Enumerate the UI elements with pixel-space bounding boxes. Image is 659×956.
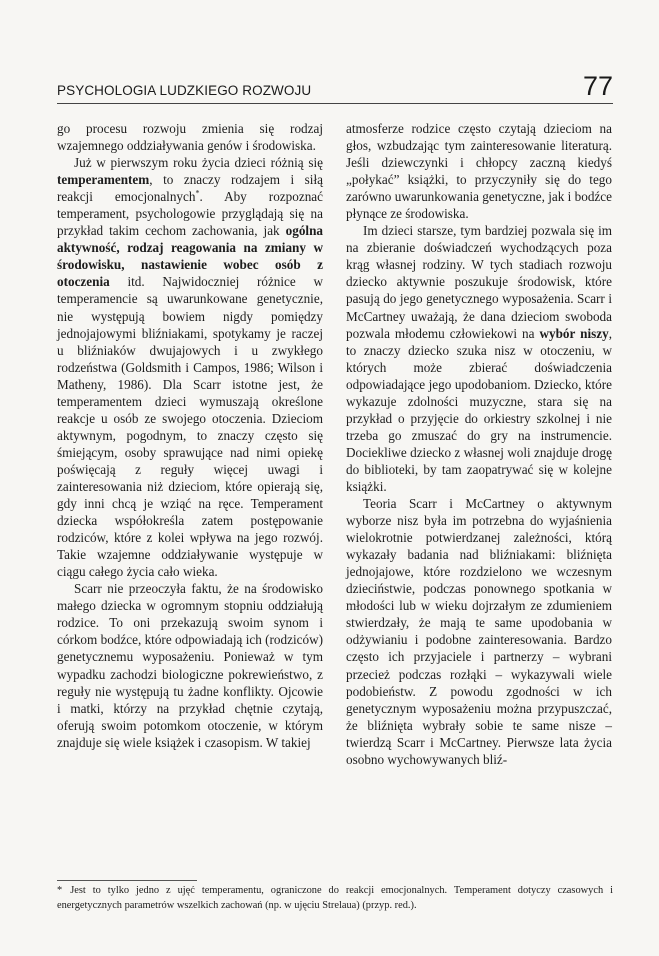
header-rule bbox=[57, 103, 613, 104]
footnote-reference: * bbox=[195, 188, 200, 198]
footnote bbox=[57, 884, 613, 913]
footnote-text: Jest to tylko jedno z ujęć temperamentu, ograniczone do reakcji emocjonalnych. Temperament dotyczy czasowych i energetycznych parametrów wszelkich zachowań (np. w ujęciu Strelaua) (przyp. red.). bbox=[57, 885, 613, 911]
text-run: itd. Najwidoczniej różnice w temperamencie są uwarunkowane genetycznie, nie występują bowiem nigdy pomiędzy jednojajowymi bliźniakami, spotykamy je raczej u bliźniaków dwujajowych i u zwykłego rodzeństwa (Goldsmith i Campos, 1986; Wilson i Matheny, 1986). Dla Scarr istotne jest, że temperamentem dzieci wymuszają określone reakcje u osób ze swojego otoczenia. Dzieciom aktywnym, pogodnym, to znaczy często się śmiejącym, osoby sprawujące nad nimi opiekę poświęcają z reguły więcej uwagi i zainteresowania niż dzieciom, które opierają się, gdy inni chcą je wziąć na ręce. Temperament dziecka współokreśla zatem postępowanie rodziców, które z kolei wpływa na jego rozwój. Takie wzajemne oddziaływanie występuje w ciągu całego życia cało wieka. bbox=[57, 274, 323, 580]
text-run: , to znaczy rodzajem i siłą reakcji emocjonalnych bbox=[57, 172, 323, 205]
right-column bbox=[346, 120, 612, 768]
right-paragraph-3: Teoria Scarr i McCartney o aktywnym wyborze nisz była im potrzebna do wyjaśnienia wielokrotnie potwierdzanej zależności, którą wykazały badania nad bliźniakami: bliźnięta jednojajowe, które rozdzielono we wczesnym dzieciństwie, podczas ponownego spotkania w młodości lub w wieku dojrzałym ze zdumieniem stwierdzały, że mają te same upodobania w odżywianiu i podobne zainteresowania. Bardzo często ich przyjaciele i partnerzy – wybrani przecież podczas rozłąki – wykazywali wiele podobieństw. Z powodu zgodności w ich genetycznym wyposażeniu można przypuszczać, że bliźnięta wybrały sobie te same nisze – twierdzą Scarr i McCartney. Pierwsze lata życia osobno wychowywanych bliź- bbox=[346, 496, 612, 767]
running-title: PSYCHOLOGIA LUDZKIEGO ROZWOJU bbox=[57, 83, 312, 98]
text-run: Im dzieci starsze, tym bardziej pozwala się im na zbieranie doświadczeń wychodzących poza krąg własnej rodziny. W tych stadiach rozwoju dziecko aktywnie poszukuje środowisk, które pasują do jego genetycznego wyposażenia. Scarr i McCartney uważają, że dana dzieciom swoboda pozwala młodemu człowiekowi na bbox=[346, 223, 612, 341]
right-paragraph-1: atmosferze rodzice często czytają dzieciom na głos, wzbudzając tym zainteresowanie literaturą. Jeśli dziewczynki i chłopcy zaczną kiedyś „połykać” książki, to przyczyniły się do tego zarówno uwarunkowania genetyczne, jak i bodźce płynące ze środowiska. bbox=[346, 121, 612, 222]
page-number: 77 bbox=[582, 71, 613, 101]
text-run: Już w pierwszym roku życia dzieci różnią się bbox=[74, 155, 323, 171]
bold-term-behaviour-traits: ogólna aktywność, rodzaj reagowania na zmiany w środowisku, nastawienie wobec osób z otoczenia bbox=[57, 223, 323, 290]
left-paragraph-3: Scarr nie przeoczyła faktu, że na środowisko małego dziecka w ogromnym stopniu oddziałują rodzice. To oni przekazują swoim synom i córkom bodźce, które odpowiadają ich (rodziców) genetycznemu wyposażeniu. Ponieważ w tym wypadku zachodzi biologiczne pokrewieństwo, z reguły nie występują tu żadne konflikty. Ojcowie i matki, którzy na przykład chętnie czytają, oferują swoim potomkom otoczenie, w którym znajduje się wiele książek i czasopism. W takiej bbox=[57, 581, 323, 750]
text-run: . Aby rozpoznać temperament, psychologowie przyglądają się na przykład takim cechom zachowania, jak bbox=[57, 189, 323, 239]
right-paragraph-2 bbox=[346, 222, 612, 495]
text-run: , to znaczy dziecko szuka nisz w otoczeniu, w których może zbierać doświadczenia odpowiadające jego upodobaniom. Dziecko, które wykazuje zdolności muzyczne, stara się na przykład o przyjęcie do orkiestry szkolnej i nie trzeba go zmuszać do gry na instrumencie. Dociekliwe dziecko z własnej woli znajduje drogę do biblioteki, by tam zaopatrywać się w kolejne książki. bbox=[346, 325, 612, 494]
footnote-rule bbox=[57, 880, 197, 881]
bold-term-temperament: temperamentem bbox=[57, 172, 150, 188]
bold-term-niche-picking: wybór niszy bbox=[539, 325, 609, 341]
left-paragraph-1: go procesu rozwoju zmienia się rodzaj wzajemnego oddziaływania genów i środowiska. bbox=[57, 121, 323, 154]
left-paragraph-2 bbox=[57, 154, 323, 580]
footnote-marker: * bbox=[57, 885, 63, 896]
left-column bbox=[57, 120, 323, 751]
running-header bbox=[57, 70, 613, 104]
